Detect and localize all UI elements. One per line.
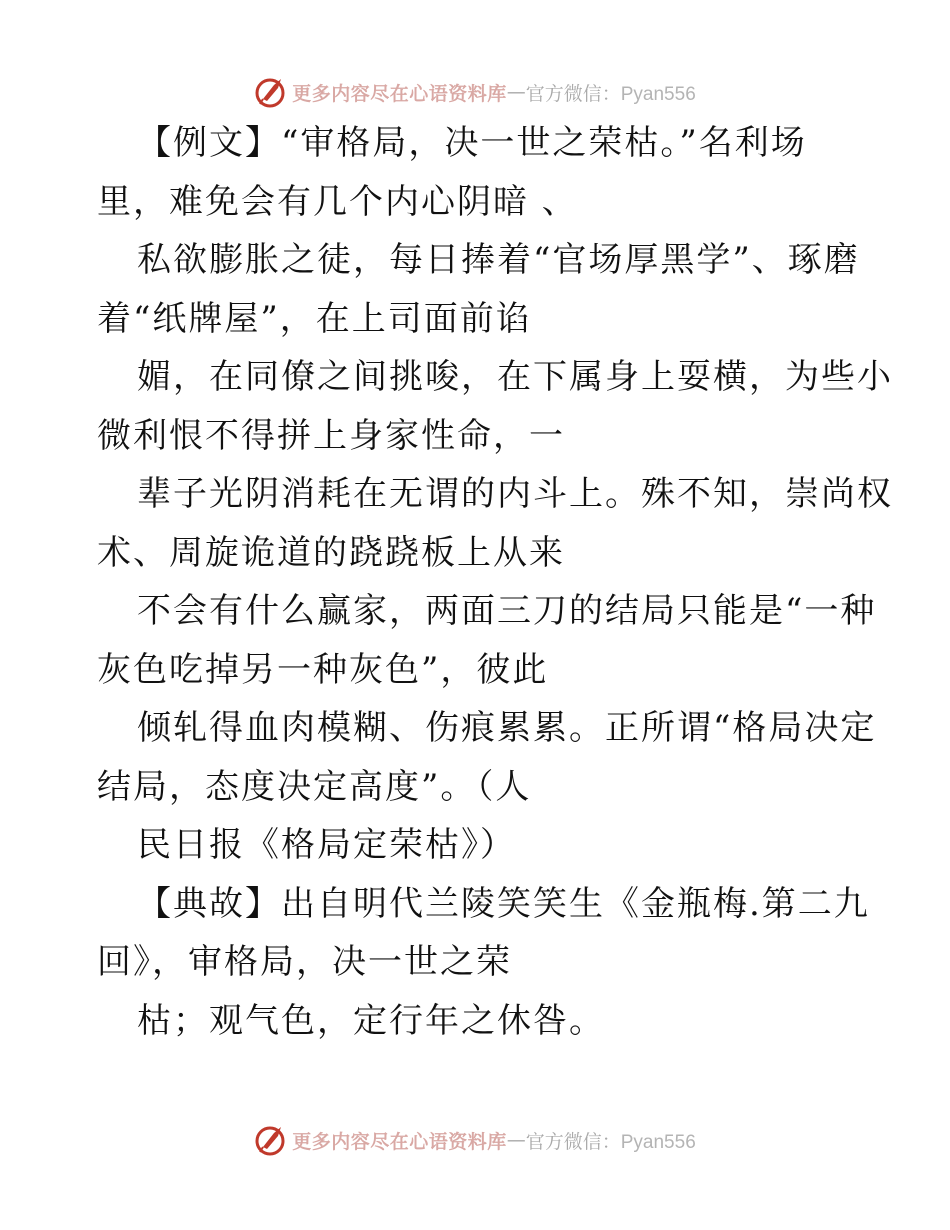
text-line: 结局，态度决定高度”。（人 bbox=[97, 766, 532, 807]
text-line: 着“纸牌屋”，在上司面前谄 bbox=[97, 298, 532, 339]
text-line: 微利恨不得拼上身家性命，一 bbox=[97, 415, 565, 456]
text-line: 【例文】“审格局，决一世之荣枯。”名利场 bbox=[137, 123, 807, 163]
text-line: 民日报《格局定荣枯》） bbox=[137, 825, 516, 865]
watermark-separator: — bbox=[506, 1129, 526, 1151]
watermark-text: 更多内容尽在心语资料库 bbox=[292, 82, 507, 105]
text-line: 回》，审格局，决一世之荣 bbox=[97, 942, 512, 982]
text-line: 术、周旋诡道的跷跷板上从来 bbox=[97, 532, 565, 573]
text-line: 辈子光阴消耗在无谓的内斗上。殊不知，崇尚权 bbox=[137, 474, 893, 514]
watermark-text: 更多内容尽在心语资料库 bbox=[292, 1130, 507, 1153]
watermark-wechat-id: Pyan556 bbox=[620, 1131, 696, 1153]
watermark-wechat-id: Pyan556 bbox=[620, 83, 696, 105]
watermark-contact-label: 官方微信： bbox=[525, 1130, 621, 1153]
text-line: 不会有什么赢家，两面三刀的结局只能是“一种 bbox=[137, 591, 877, 631]
watermark-contact-label: 官方微信： bbox=[525, 82, 621, 105]
watermark-contact bbox=[526, 79, 696, 106]
text-line: 【典故】出自明代兰陵笑笑生《金瓶梅.第二九 bbox=[137, 883, 870, 924]
header-watermark bbox=[0, 72, 950, 112]
text-line: 倾轧得血肉模糊、伤痕累累。正所谓“格局决定 bbox=[137, 708, 877, 748]
text-line: 里，难免会有几个内心阴暗 、 bbox=[97, 181, 578, 222]
text-line: 枯；观气色，定行年之休咎。 bbox=[137, 1000, 605, 1041]
document-body bbox=[97, 114, 893, 1050]
quill-logo-icon bbox=[254, 75, 288, 109]
text-line: 媚，在同僚之间挑唆，在下属身上耍横，为些小 bbox=[137, 357, 893, 397]
watermark-separator: — bbox=[506, 81, 526, 103]
text-line: 私欲膨胀之徒，每日捧着“官场厚黑学”、琢磨 bbox=[137, 240, 860, 280]
text-line: 灰色吃掉另一种灰色”，彼此 bbox=[97, 649, 549, 690]
footer-watermark bbox=[0, 1120, 950, 1160]
watermark-contact bbox=[526, 1127, 696, 1154]
quill-logo-icon bbox=[254, 1123, 288, 1157]
